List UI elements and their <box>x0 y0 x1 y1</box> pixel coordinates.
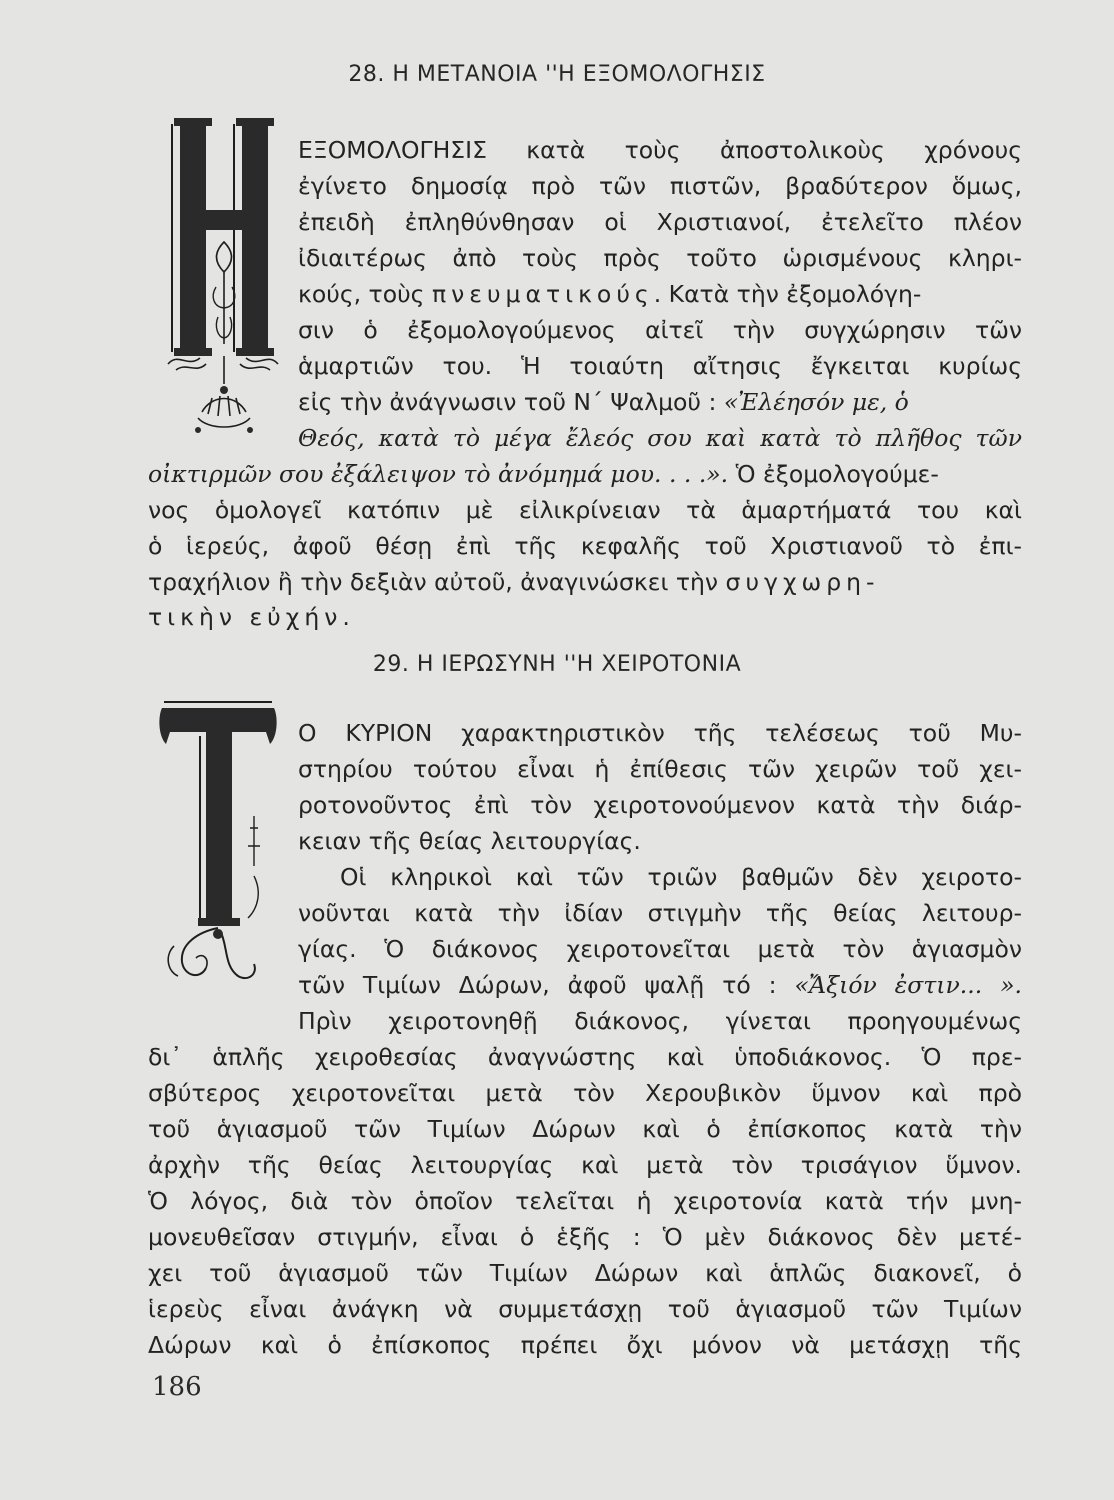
spaced-word: συγχωρη- <box>725 568 880 596</box>
drop-cap-tau-ornament <box>158 696 288 996</box>
text: τραχήλιον ἢ τὴν δεξιὰν αὐτοῦ, ἀναγινώσκει τὴν <box>148 568 719 596</box>
spaced-word: τικὴν εὐχήν <box>148 603 343 631</box>
s28-line-5 <box>298 277 1022 311</box>
s28-line-6: σιν ὁ ἐξομολογούμενος αἰτεῖ τὴν συγχώρησιν τῶν <box>298 316 1022 344</box>
s29-line-12: τοῦ ἁγιασμοῦ τῶν Τιμίων Δώρων καὶ ὁ ἐπίσκοπος κατὰ τὴν <box>148 1115 1022 1143</box>
s29-line-7: γίας. Ὁ διάκονος χειροτονεῖται μετὰ τὸν ἁγιασμὸν <box>298 935 1022 963</box>
s29-line-11: σβύτερος χειροτονεῖται μετὰ τὸν Χερουβικὸν ὕμνον καὶ πρὸ <box>148 1079 1022 1107</box>
s29-line-2: στηρίου τούτου εἶναι ἡ ἐπίθεσις τῶν χειρῶν τοῦ χει- <box>298 755 1022 783</box>
psalm-quote: οἰκτιρμῶν σου ἐξάλειψον τὸ ἀνόμημά μου. . . .». <box>148 460 729 488</box>
s28-line-10 <box>148 457 1022 491</box>
text: τῶν Τιμίων Δώρων, ἀφοῦ ψαλῇ τό : <box>298 971 777 999</box>
text: . Κατὰ τὴν ἐξομολόγη- <box>653 280 922 308</box>
s29-line-9: Πρὶν χειροτονηθῇ διάκονος, γίνεται προηγουμένως <box>298 1007 1022 1035</box>
s29-line-1: Ο ΚΥΡΙΟΝ χαρακτηριστικὸν τῆς τελέσεως τοῦ Μυ- <box>298 719 1022 747</box>
psalm-quote: «Ἐλέησόν με, ὁ <box>723 388 909 416</box>
drop-cap-eta-ornament <box>158 112 288 447</box>
s29-line-16: χει τοῦ ἁγιασμοῦ τῶν Τιμίων Δώρων καὶ ἁπλῶς διακονεῖ, ὁ <box>148 1259 1022 1287</box>
s28-line-8 <box>298 385 1022 419</box>
s29-line-13: ἀρχὴν τῆς θείας λειτουργίας καὶ μετὰ τὸν τρισάγιον ὕμνον. <box>148 1151 1022 1179</box>
s29-line-8 <box>298 968 1022 1002</box>
section-28-title: 28. Η ΜΕΤΑΝΟΙΑ ''Η ΕΞΟΜΟΛΟΓΗΣΙΣ <box>348 62 766 87</box>
spaced-word: πνευματικούς <box>431 280 654 308</box>
s28-line-1: ΕΞΟΜΟΛΟΓΗΣΙΣ κατὰ τοὺς ἀποστολικοὺς χρόνους <box>298 136 1022 164</box>
s29-line-6: νοῦνται κατὰ τὴν ἰδίαν στιγμὴν τῆς θείας λειτουρ- <box>298 899 1022 927</box>
s29-line-5: Οἱ κληρικοὶ καὶ τῶν τριῶν βαθμῶν δὲν χειροτο- <box>340 863 1022 891</box>
s28-line-9: Θεός, κατὰ τὸ μέγα ἔλεός σου καὶ κατὰ τὸ πλῆθος τῶν <box>298 424 1022 452</box>
s29-line-10: δι᾿ ἁπλῆς χειροθεσίας ἀναγνώστης καὶ ὑποδιάκονος. Ὁ πρε- <box>148 1043 1022 1071</box>
section-29-title: 29. Η ΙΕΡΩΣΥΝΗ ''Η ΧΕΙΡΟΤΟΝΙΑ <box>372 652 742 677</box>
text: Ὁ ἐξομολογούμε- <box>735 460 939 488</box>
s29-line-18: Δώρων καὶ ὁ ἐπίσκοπος πρέπει ὄχι μόνον νὰ μετάσχῃ τῆς <box>148 1331 1022 1359</box>
s28-line-3: ἐπειδὴ ἐπληθύνθησαν οἱ Χριστιανοί, ἐτελεῖτο πλέον <box>298 208 1022 236</box>
s28-line-11: νος ὁμολογεῖ κατόπιν μὲ εἰλικρίνειαν τὰ ἁμαρτήματά του καὶ <box>148 496 1022 524</box>
s28-line-12: ὁ ἱερεύς, ἀφοῦ θέσῃ ἐπὶ τῆς κεφαλῆς τοῦ Χριστιανοῦ τὸ ἐπι- <box>148 532 1022 560</box>
s29-line-3: ροτονοῦντος ἐπὶ τὸν χειροτονούμενον κατὰ τὴν διάρ- <box>298 791 1022 819</box>
hymn-quote: «Ἄξιόν ἐστιν... ». <box>794 971 1022 999</box>
s29-line-17: ἱερεὺς εἶναι ἀνάγκη νὰ συμμετάσχῃ τοῦ ἁγιασμοῦ τῶν Τιμίων <box>148 1295 1022 1323</box>
s28-line-13 <box>148 565 1022 599</box>
s29-line-4: κειαν τῆς θείας λειτουργίας. <box>298 827 641 855</box>
s28-line-4: ἰδιαιτέρως ἀπὸ τοὺς πρὸς τοῦτο ὡρισμένους κληρι- <box>298 244 1022 272</box>
s28-line-14 <box>148 600 1022 634</box>
s29-line-15: μονευθεῖσαν στιγμήν, εἶναι ὁ ἑξῆς : Ὁ μὲν διάκονος δὲν μετέ- <box>148 1223 1022 1251</box>
text: . <box>342 603 350 631</box>
s28-line-2: ἐγίνετο δημοσίᾳ πρὸ τῶν πιστῶν, βραδύτερον ὅμως, <box>298 172 1022 200</box>
text: κούς, τοὺς <box>298 280 425 308</box>
s28-line-7: ἁμαρτιῶν του. Ἡ τοιαύτη αἴτησις ἔγκειται κυρίως <box>298 352 1022 380</box>
text: εἰς τὴν ἀνάγνωσιν τοῦ Ν΄ Ψαλμοῦ : <box>298 388 717 416</box>
s29-line-14: Ὁ λόγος, διὰ τὸν ὁποῖον τελεῖται ἡ χειροτονία κατὰ τήν μνη- <box>148 1187 1022 1215</box>
page-number: 186 <box>152 1372 202 1402</box>
